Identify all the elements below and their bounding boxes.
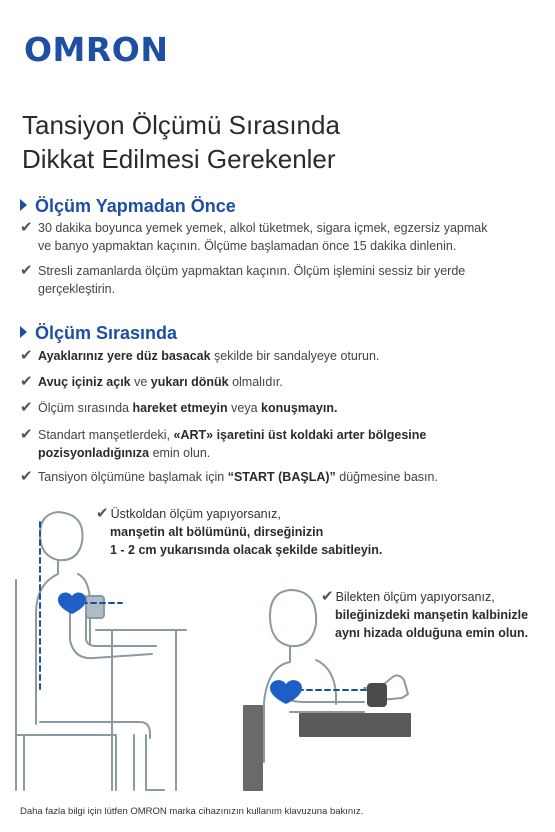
section-heading-before-measurement: Ölçüm Yapmadan Önce	[20, 196, 236, 217]
wrist-cuff	[368, 684, 386, 706]
list-item: ✔ Avuç içiniz açık ve yukarı dönük olmalıdır.	[20, 373, 283, 390]
heart-icon	[270, 680, 302, 704]
list-item: ✔ Standart manşetlerdeki, «ART» işaretini üst koldaki arter bölgesine pozisyonladığınıza emin olun.	[20, 426, 427, 460]
check-icon: ✔	[321, 588, 334, 605]
check-icon: ✔	[20, 373, 33, 390]
check-icon: ✔	[20, 399, 33, 416]
list-item: ✔ Stresli zamanlarda ölçüm yapmaktan kaçının. Ölçüm işlemini sessiz bir yerde gerçekleştirin.	[20, 262, 466, 296]
check-icon: ✔	[20, 347, 33, 364]
heart-icon	[58, 593, 86, 614]
list-item: ✔ 30 dakika boyunca yemek yemek, alkol tüketmek, sigara içmek, egzersiz yapmak ve banyo yapmaktan kaçının. Ölçüme başlamadan önce 15 dakika dinlenin.	[20, 219, 488, 253]
list-item: ✔ Ayaklarınız yere düz basacak şekilde bir sandalyeye oturun.	[20, 347, 380, 364]
title-line-2: Dikkat Edilmesi Gerekenler	[22, 144, 336, 174]
check-icon: ✔	[20, 262, 33, 279]
check-icon: ✔	[20, 219, 33, 236]
check-icon: ✔	[20, 426, 33, 443]
check-icon: ✔	[96, 505, 109, 522]
wrist-note: ✔ Bilekten ölçüm yapıyorsanız, bileğinizdeki manşetin kalbinizle aynı hizada olduğuna emin olun.	[321, 588, 529, 640]
list-item: ✔ Tansiyon ölçümüne başlamak için “START (BAŞLA)” düğmesine basın.	[20, 468, 438, 485]
check-icon: ✔	[20, 468, 33, 485]
title-line-1: Tansiyon Ölçümü Sırasında	[22, 110, 340, 140]
footer-note: Daha fazla bilgi için lütfen OMRON marka cihazınızın kullanım klavuzuna bakınız.	[20, 806, 364, 817]
upper-arm-cuff	[86, 596, 104, 618]
upper-arm-note: ✔ Üstkoldan ölçüm yapıyorsanız, manşetin alt bölümünü, dirseğinizin 1 - 2 cm yukarısında olacak şekilde sabitleyin.	[96, 505, 383, 557]
omron-logo: OMRON	[24, 30, 169, 69]
section-heading-during-measurement: Ölçüm Sırasında	[20, 323, 177, 344]
arm-rest	[300, 714, 410, 736]
list-item: ✔ Ölçüm sırasında hareket etmeyin veya konuşmayın.	[20, 399, 338, 416]
chair-back	[244, 706, 262, 790]
